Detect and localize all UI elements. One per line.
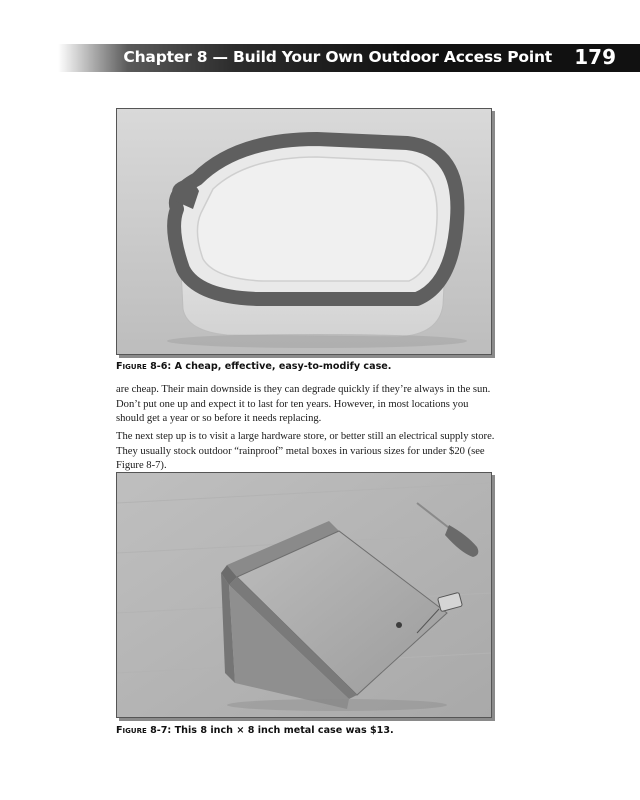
caption-text: A cheap, effective, easy-to-modify case. [171, 361, 392, 372]
chapter-header-bar [58, 44, 640, 72]
metal-case-illustration [117, 473, 491, 717]
caption-prefix: Figure 8-7: [116, 725, 172, 736]
figure-8-7-caption [116, 725, 394, 736]
plastic-container-illustration [117, 109, 491, 354]
caption-prefix: Figure 8-6: [116, 361, 172, 372]
page-number: 179 [574, 45, 616, 69]
figure-plastic-container-photo [116, 108, 492, 355]
figure-8-6-caption [116, 361, 391, 372]
body-paragraph-1: are cheap. Their main downside is they can degrade quickly if they’re always in the sun. Don’t put one up and expect it to last for ten years. However, in most locations you should get a year or so before it needs replacing. [116, 384, 491, 425]
body-paragraph-2: The next step up is to visit a large hardware store, or better still an electrical supply store. They usually stock outdoor “rainproof” metal boxes in various sizes for under $20 (see Figure 8-7). [116, 431, 495, 472]
chapter-title: Chapter 8 — Build Your Own Outdoor Access Point [123, 48, 552, 66]
caption-text: This 8 inch × 8 inch metal case was $13. [171, 725, 394, 736]
figure-metal-case-photo [116, 472, 492, 718]
